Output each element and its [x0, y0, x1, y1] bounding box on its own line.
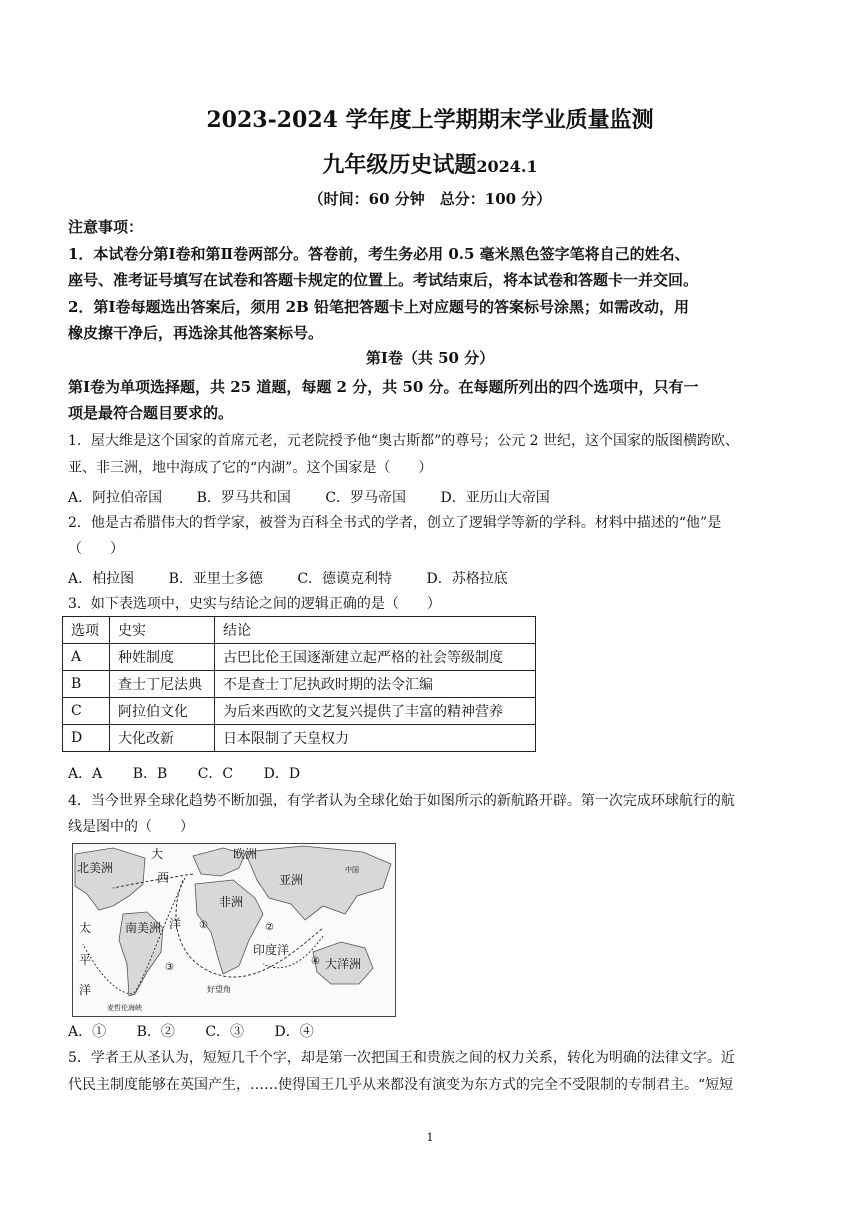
table-header-cell: 结论: [215, 617, 536, 644]
label-cape: 好望角: [207, 985, 231, 994]
exam-subtitle: [0, 148, 860, 179]
label-route-2: ②: [265, 922, 274, 933]
label-route-3: ③: [165, 962, 174, 973]
table-cell: 种姓制度: [110, 644, 215, 671]
q5-line1: 5．学者王从圣认为，短短几千个字，却是第一次把国王和贵族之间的权力关系，转化为明确的法律文字。近: [68, 1050, 735, 1066]
label-atlantic-yang: 洋: [169, 917, 182, 931]
notice-item2-line1: 2．第Ⅰ卷每题选出答案后，须用 2B 铅笔把答题卡上对应题号的答案标号涂黑；如需改动，用: [68, 298, 690, 316]
label-south-america: 南美洲: [125, 921, 162, 935]
section-title: 第Ⅰ卷（共 50 分）: [365, 349, 495, 367]
q1-line2: 亚、非三洲，地中海成了它的“内湖”。这个国家是（ ）: [68, 460, 433, 476]
q1-option-a[interactable]: A．阿拉伯帝国: [68, 490, 163, 506]
q3-option-c[interactable]: C．C: [197, 766, 234, 782]
table-cell: 不是查士丁尼执政时期的法令汇编: [215, 671, 536, 698]
q3-option-a[interactable]: A．A: [68, 766, 103, 782]
table-row: [63, 725, 536, 752]
label-atlantic-left: 大: [151, 847, 164, 861]
table-cell: 日本限制了天皇权力: [215, 725, 536, 752]
subtitle-year: 2024.1: [476, 157, 538, 176]
table-cell: 大化改新: [110, 725, 215, 752]
table-cell: B: [63, 671, 110, 698]
table-row: [63, 698, 536, 725]
q5-line2: 代民主制度能够在英国产生，……使得国王几乎从来都没有演变为东方式的完全不受限制的专制君主。“短短: [68, 1077, 734, 1093]
q1-line1: 1．屋大维是这个国家的首席元老，元老院授予他“奥古斯都”的尊号；公元 2 世纪，这个国家的版图横跨欧、: [68, 433, 740, 449]
q4-options: [68, 1021, 344, 1041]
q3-line1: 3．如下表选项中，史实与结论之间的逻辑正确的是（ ）: [68, 596, 441, 612]
voyage-map: [72, 843, 396, 1017]
table-cell: 为后来西欧的文艺复兴提供了丰富的精神营养: [215, 698, 536, 725]
label-atlantic-right: 西: [157, 871, 170, 885]
q4-option-d[interactable]: D．④: [274, 1024, 314, 1040]
exam-title: 2023-2024 学年度上学期期末学业质量监测: [206, 107, 654, 133]
subtitle-text: 九年级历史试题: [322, 152, 477, 178]
table-row: [63, 644, 536, 671]
q2-line2: （ ）: [68, 541, 124, 557]
label-asia: 亚洲: [279, 873, 304, 887]
q4-line1: 4．当今世界全球化趋势不断加强，有学者认为全球化始于如图所示的新航路开辟。第一次完成环球航行的航: [68, 793, 735, 809]
table-cell: D: [63, 725, 110, 752]
label-pacific-1: 太: [79, 921, 92, 935]
q4-option-a[interactable]: A．①: [68, 1024, 107, 1040]
label-europe: 欧洲: [233, 847, 258, 861]
q4-option-b[interactable]: B．②: [136, 1024, 175, 1040]
q1-options: [68, 487, 580, 507]
label-oceania: 大洋洲: [325, 957, 362, 971]
q4-option-c[interactable]: C．③: [205, 1024, 245, 1040]
label-route-4: ④: [311, 956, 320, 967]
label-north-america: 北美洲: [77, 861, 114, 875]
label-route-1: ①: [199, 920, 208, 931]
q1-option-c[interactable]: C．罗马帝国: [325, 490, 407, 506]
notice-item2-line2: 橡皮擦干净后，再选涂其他答案标号。: [68, 324, 324, 342]
q3-table: [62, 616, 536, 752]
table-header-cell: 史实: [110, 617, 215, 644]
q2-option-b[interactable]: B．亚里士多德: [168, 571, 263, 587]
table-cell: 阿拉伯文化: [110, 698, 215, 725]
q2-option-c[interactable]: C．德谟克利特: [297, 571, 393, 587]
table-cell: 查士丁尼法典: [110, 671, 215, 698]
notice-heading: 注意事项：: [68, 218, 144, 236]
notice-item1-line2: 座号、准考证号填写在试卷和答题卡规定的位置上。考试结束后，将本试卷和答题卡一并交回。: [68, 271, 699, 289]
label-pacific-2: 平: [79, 953, 92, 967]
time-note: （时间：60 分钟 总分：100 分）: [308, 190, 552, 208]
label-china: 中国: [345, 866, 359, 874]
q4-line2: 线是图中的（ ）: [68, 819, 194, 835]
q3-option-d[interactable]: D．D: [263, 766, 301, 782]
label-indian-ocean: 印度洋: [253, 943, 290, 957]
table-cell: A: [63, 644, 110, 671]
q2-option-a[interactable]: A．柏拉图: [68, 571, 135, 587]
q3-options: [68, 763, 330, 783]
notice-item1-line1: 1．本试卷分第Ⅰ卷和第Ⅱ卷两部分。答卷前，考生务必用 0.5 毫米黑色签字笔将自己的姓名、: [68, 245, 690, 263]
table-header-row: [63, 617, 536, 644]
table-header-cell: 选项: [63, 617, 110, 644]
q3-option-b[interactable]: B．B: [132, 766, 168, 782]
voyage-map-svg: [73, 844, 395, 1016]
section-intro-line1: 第Ⅰ卷为单项选择题，共 25 道题，每题 2 分，共 50 分。在每题所列出的四个选项中，只有一: [68, 378, 699, 396]
table-row: [63, 671, 536, 698]
section-intro-line2: 项是最符合题目要求的。: [68, 404, 234, 422]
q2-option-d[interactable]: D．苏格拉底: [426, 571, 508, 587]
q2-line1: 2．他是古希腊伟大的哲学家，被誉为百科全书式的学者，创立了逻辑学等新的学科。材料中描述的“他”是: [68, 515, 722, 531]
table-cell: 古巴比伦王国逐渐建立起严格的社会等级制度: [215, 644, 536, 671]
label-strait: 麦哲伦海峡: [107, 1004, 142, 1012]
label-africa: 非洲: [219, 895, 244, 909]
page-number: 1: [426, 1131, 434, 1144]
table-cell: C: [63, 698, 110, 725]
q1-option-d[interactable]: D．亚历山大帝国: [440, 490, 550, 506]
q2-options: [68, 568, 538, 588]
label-pacific-3: 洋: [79, 983, 92, 997]
q1-option-b[interactable]: B．罗马共和国: [196, 490, 291, 506]
